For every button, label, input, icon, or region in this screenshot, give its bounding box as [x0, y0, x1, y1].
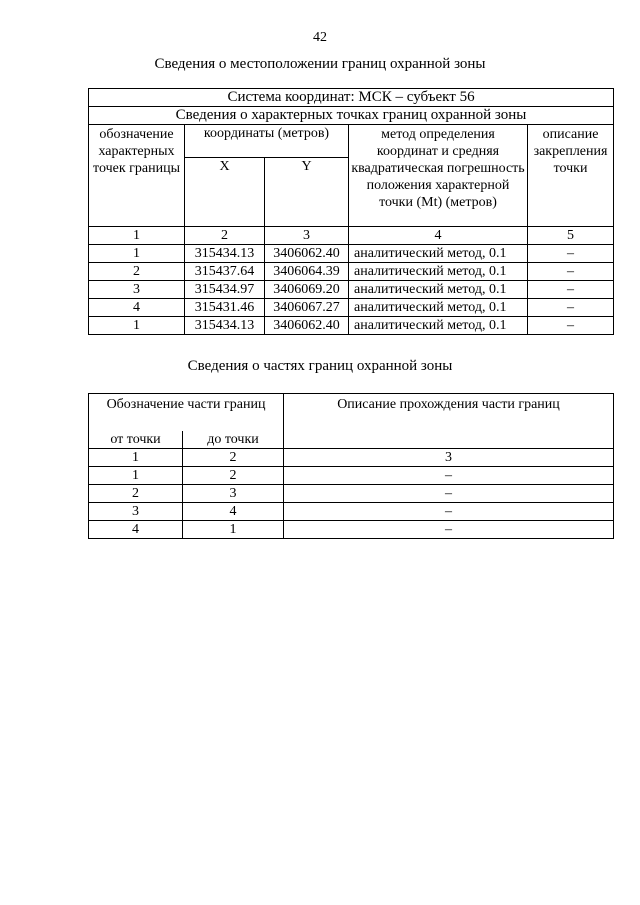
header-designation: Обозначение части границ [89, 394, 284, 432]
table-row [89, 299, 614, 317]
to-point: 2 [183, 467, 284, 485]
coordinates-table [88, 88, 614, 335]
header-to: до точки [183, 431, 284, 449]
coord-y: 3406067.27 [265, 299, 349, 317]
header-row [89, 125, 614, 158]
table-row [89, 263, 614, 281]
header-designation: обозначение характерных точек границы [89, 125, 185, 227]
description-cell: – [284, 503, 614, 521]
header-coordinates: координаты (метров) [185, 125, 349, 158]
coord-y: 3406064.39 [265, 263, 349, 281]
header-description: Описание прохождения части границ [284, 394, 614, 449]
header-y: Y [265, 158, 349, 227]
coord-x: 315434.13 [185, 245, 265, 263]
point-id: 1 [89, 317, 185, 335]
page-number: 42 [313, 30, 327, 45]
coordinate-system-label: Система координат: МСК – субъект 56 [89, 89, 614, 107]
to-point: 4 [183, 503, 284, 521]
column-number: 3 [284, 449, 614, 467]
column-number: 1 [89, 227, 185, 245]
table-subtitle-row [89, 107, 614, 125]
column-number: 4 [349, 227, 528, 245]
coordinate-system-row [89, 89, 614, 107]
column-number-row [89, 227, 614, 245]
coord-x: 315431.46 [185, 299, 265, 317]
method-cell: аналитический метод, 0.1 [349, 299, 528, 317]
description-cell: – [284, 467, 614, 485]
coord-x: 315434.13 [185, 317, 265, 335]
from-point: 1 [89, 467, 183, 485]
description-cell: – [284, 521, 614, 539]
table-row [89, 503, 614, 521]
table-row [89, 485, 614, 503]
header-from: от точки [89, 431, 183, 449]
from-point: 3 [89, 503, 183, 521]
document-title: Сведения о местоположении границ охранной зоны [154, 56, 486, 72]
column-number: 5 [528, 227, 614, 245]
table-row [89, 317, 614, 335]
section-title: Сведения о частях границ охранной зоны [187, 358, 453, 374]
header-x: X [185, 158, 265, 227]
coord-x: 315437.64 [185, 263, 265, 281]
coord-y: 3406062.40 [265, 317, 349, 335]
boundary-parts-table [88, 393, 614, 539]
point-id: 1 [89, 245, 185, 263]
header-description: описание закрепления точки [528, 125, 614, 227]
header-row [89, 394, 614, 432]
to-point: 1 [183, 521, 284, 539]
description-cell: – [528, 317, 614, 335]
from-point: 4 [89, 521, 183, 539]
column-number-row [89, 449, 614, 467]
table-row [89, 281, 614, 299]
table-subtitle: Сведения о характерных точках границ охранной зоны [89, 107, 614, 125]
table-row [89, 521, 614, 539]
to-point: 3 [183, 485, 284, 503]
column-number: 3 [265, 227, 349, 245]
description-cell: – [528, 263, 614, 281]
coord-x: 315434.97 [185, 281, 265, 299]
header-method: метод определения координат и средняя квадратическая погрешность положения характерной точки (Mt) (метров) [349, 125, 528, 227]
description-cell: – [528, 245, 614, 263]
table-row [89, 245, 614, 263]
description-cell: – [284, 485, 614, 503]
column-number: 2 [183, 449, 284, 467]
method-cell: аналитический метод, 0.1 [349, 317, 528, 335]
coord-y: 3406062.40 [265, 245, 349, 263]
point-id: 4 [89, 299, 185, 317]
method-cell: аналитический метод, 0.1 [349, 281, 528, 299]
description-cell: – [528, 299, 614, 317]
column-number: 2 [185, 227, 265, 245]
column-number: 1 [89, 449, 183, 467]
point-id: 3 [89, 281, 185, 299]
coord-y: 3406069.20 [265, 281, 349, 299]
point-id: 2 [89, 263, 185, 281]
table-row [89, 467, 614, 485]
description-cell: – [528, 281, 614, 299]
method-cell: аналитический метод, 0.1 [349, 245, 528, 263]
from-point: 2 [89, 485, 183, 503]
method-cell: аналитический метод, 0.1 [349, 263, 528, 281]
